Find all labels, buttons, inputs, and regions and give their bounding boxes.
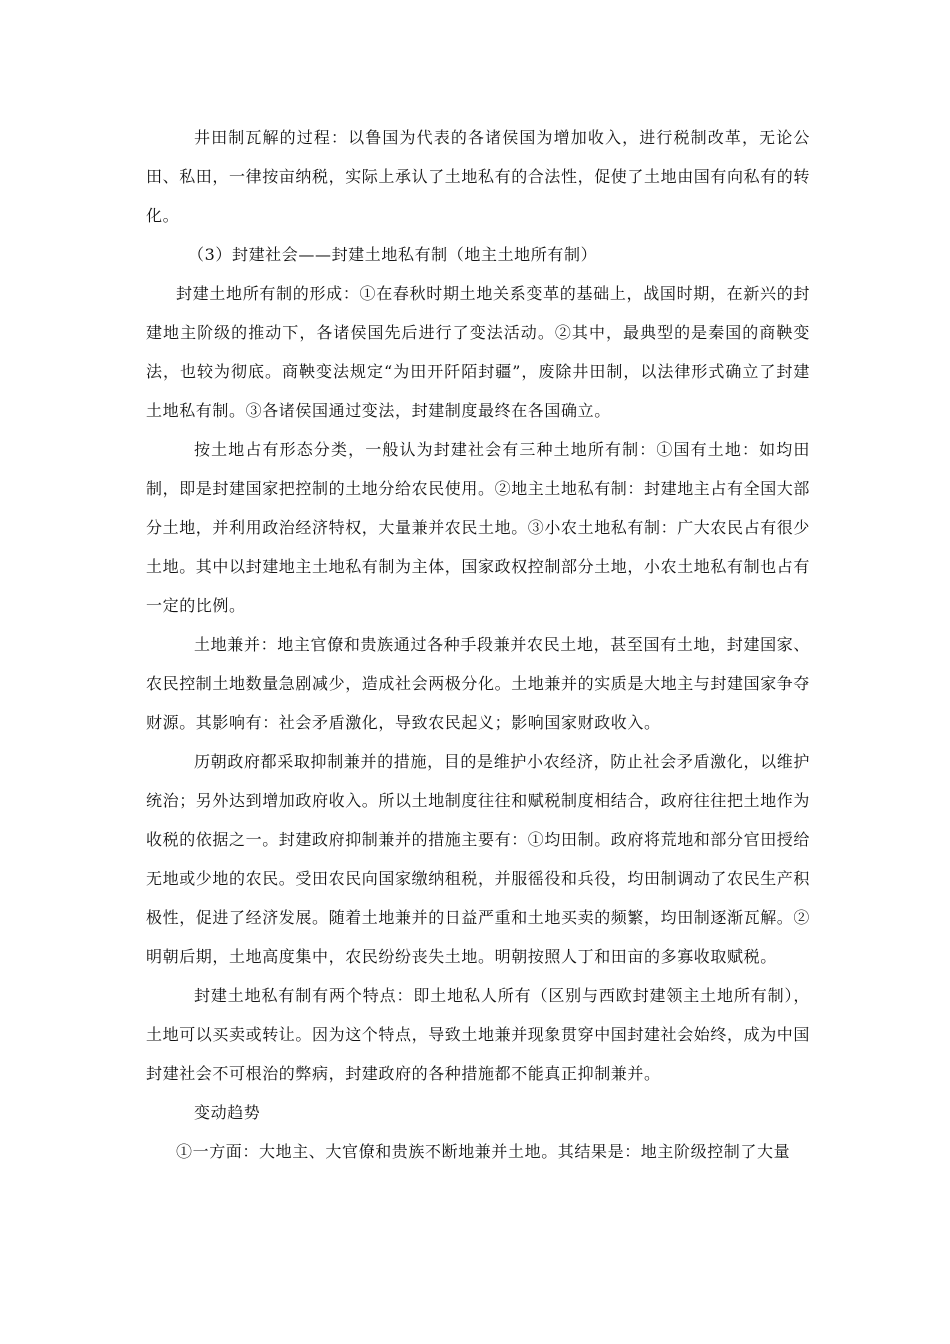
subheading-trend: 变动趋势: [194, 1103, 261, 1122]
paragraph-anti-annexation-measures: 历朝政府都采取抑制兼并的措施，目的是维护小农经济，防止社会矛盾激化，以维护统治；另外达到增加政府收入。所以土地制度往往和赋税制度相结合，政府往往把土地作为收税的依据之一。封建政府抑制兼并的措施主要有：①均田制。政府将荒地和部分官田授给无地或少地的农民。受田农民向国家缴纳租税，并服徭役和兵役，均田制调动了农民生产积极性，促进了经济发展。随着土地兼并的日益严重和土地买卖的频繁，均田制逐渐瓦解。②明朝后期，土地高度集中，农民纷纷丧失土地。明朝按照人丁和田亩的多寡收取赋税。: [146, 752, 811, 966]
paragraph-jingtian-collapse: 井田制瓦解的过程：以鲁国为代表的各诸侯国为增加收入，进行税制改革，无论公田、私田，一律按亩纳税，实际上承认了土地私有的合法性，促使了土地由国有向私有的转化。: [146, 128, 811, 225]
section-heading-feudal-land: （3）封建社会——封建土地私有制（地主土地所有制）: [188, 245, 598, 264]
paragraph-private-ownership-features: 封建土地私有制有两个特点：即土地私人所有（区别与西欧封建领主土地所有制），土地可以买卖或转让。因为这个特点，导致土地兼并现象贯穿中国封建社会始终，成为中国封建社会不可根治的弊病，封建政府的各种措施都不能真正抑制兼并。: [146, 986, 811, 1083]
list-item-trend-1: ①一方面：大地主、大官僚和贵族不断地兼并土地。其结果是：地主阶级控制了大量: [176, 1142, 791, 1161]
paragraph-ownership-types: 按土地占有形态分类，一般认为封建社会有三种土地所有制：①国有土地：如均田制，即是封建国家把控制的土地分给农民使用。②地主土地私有制：封建地主占有全国大部分土地，并利用政治经济特权，大量兼并农民土地。③小农土地私有制：广大农民占有很少土地。其中以封建地主土地私有制为主体，国家政权控制部分土地，小农土地私有制也占有一定的比例。: [146, 440, 811, 615]
paragraph-feudal-formation: 封建土地所有制的形成：①在春秋时期土地关系变革的基础上，战国时期，在新兴的封建地主阶级的推动下，各诸侯国先后进行了变法活动。②其中，最典型的是秦国的商鞅变法，也较为彻底。商鞅变法规定“为田开阡陌封疆”，废除井田制，以法律形式确立了封建土地私有制。③各诸侯国通过变法，封建制度最终在各国确立。: [146, 284, 810, 420]
document-page: [146, 118, 810, 1171]
paragraph-land-annexation: 土地兼并：地主官僚和贵族通过各种手段兼并农民土地，甚至国有土地，封建国家、农民控制土地数量急剧减少，造成社会两极分化。土地兼并的实质是大地主与封建国家争夺财源。其影响有：社会矛盾激化，导致农民起义；影响国家财政收入。: [146, 635, 811, 732]
